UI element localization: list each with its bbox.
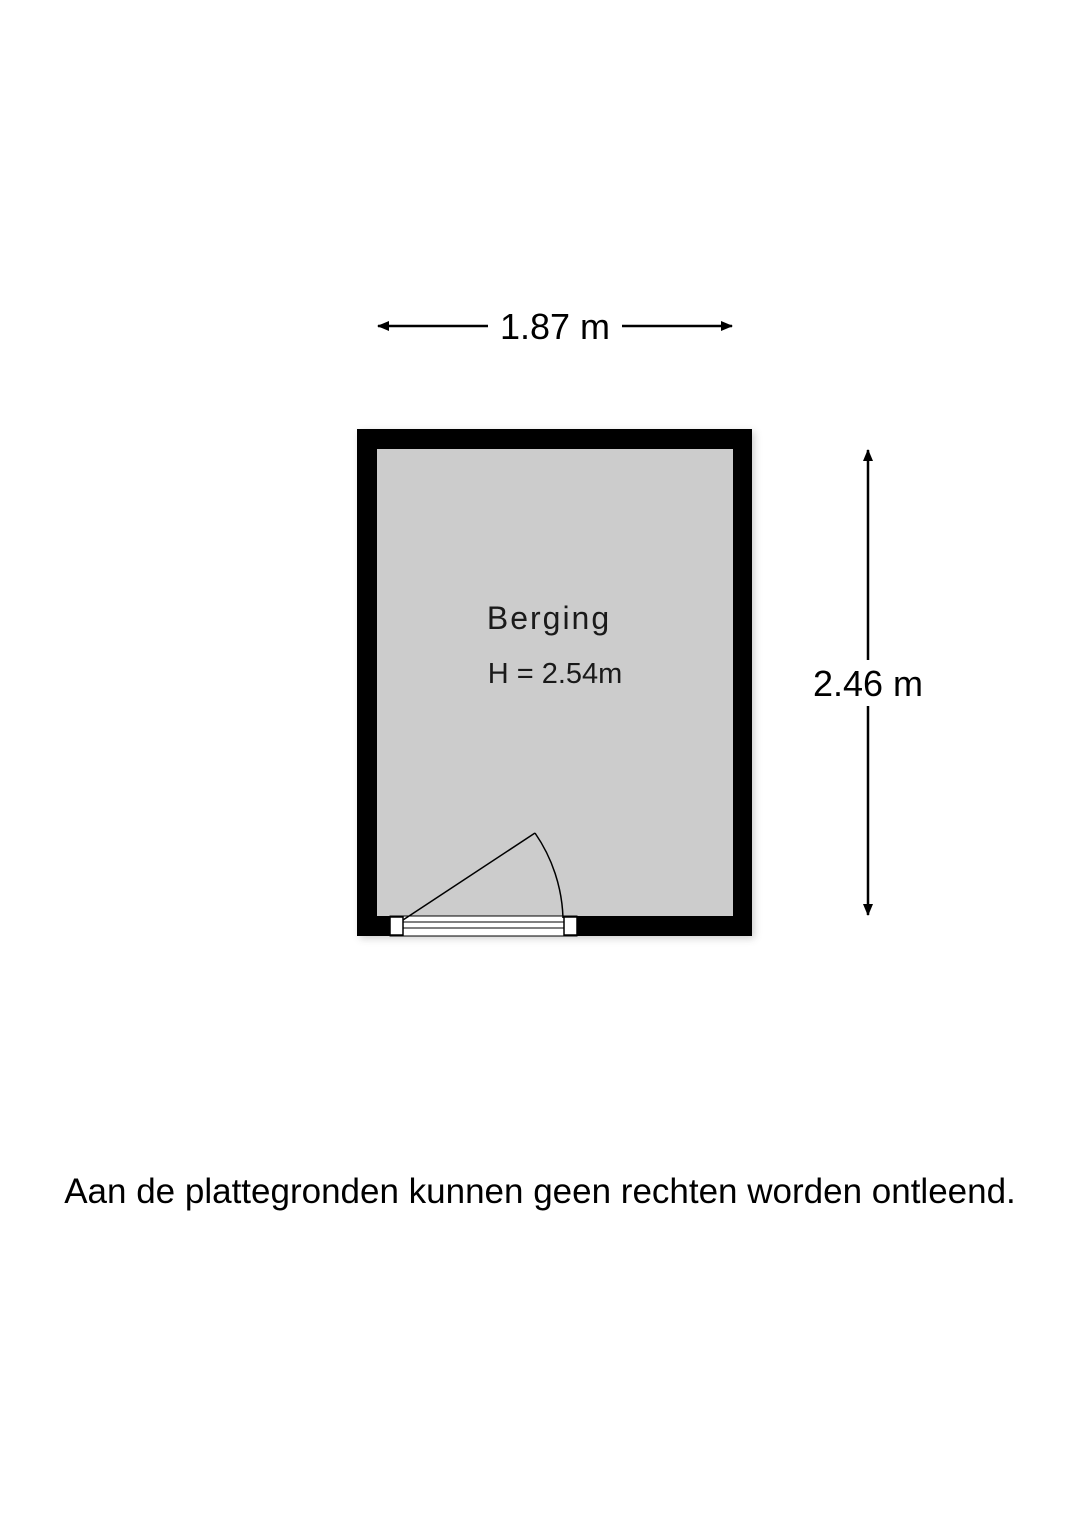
disclaimer-text: Aan de plattegronden kunnen geen rechten worden ontleend. bbox=[64, 1172, 1016, 1211]
door-jamb-right bbox=[564, 917, 577, 935]
door-jamb-left bbox=[390, 917, 403, 935]
door-opening bbox=[390, 916, 577, 936]
height-label: 2.46 m bbox=[812, 663, 924, 704]
room-berging bbox=[357, 429, 754, 938]
room-height: H = 2.54m bbox=[487, 658, 623, 690]
width-dimension bbox=[378, 306, 732, 347]
width-label: 1.87 m bbox=[499, 306, 611, 347]
room-name: Berging bbox=[486, 600, 612, 636]
height-dimension bbox=[813, 450, 923, 915]
